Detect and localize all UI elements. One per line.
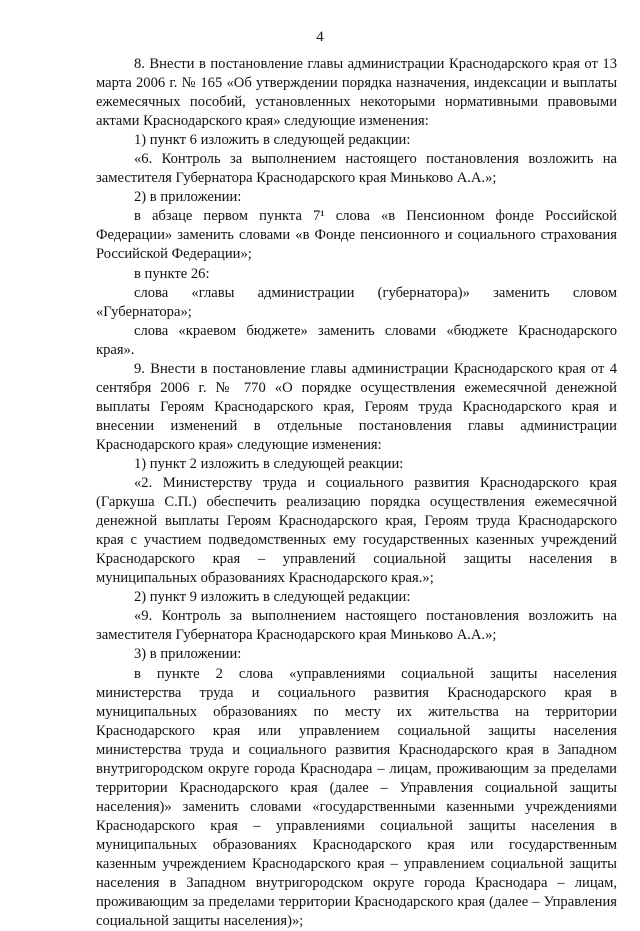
paragraph: в пункте 2 слова «управлениями социальной защиты населения министерства труда и социального развития Краснодарского края в муниципальных образованиях по месту их жительства на территории Краснодарского края или управлением социальной защиты населения министерства труда и социального развития Краснодарского края в Западном внутригородском округе города Краснодара – лицам, проживающим за пределами территории Краснодарского края (далее – Управления социальной защиты населения)» заменить словами «государственными казенными учреждениями Краснодарского края – управлениями социальной защиты населения в муниципальных образованиях Краснодарского края или государственным казенным учреждением Краснодарского края – управлением социальной защиты населения в Западном внутригородском округе города Краснодара – лицам, проживающим за пределами территории Краснодарского края (далее – Управления социальной защиты населения)»;: [96, 665, 617, 931]
paragraph: слова «главы администрации (губернатора)» заменить словом «Губернатора»;: [96, 284, 617, 322]
paragraph: 9. Внести в постановление главы администрации Краснодарского края от 4 сентября 2006 г. № 770 «О порядке осуществления ежемесячной денежной выплаты Героям Краснодарского края, Героям труда Краснодарского края и внесении изменений в отдельные постановления главы администрации Краснодарского края» следующие изменения:: [96, 360, 617, 455]
paragraph: 2) пункт 9 изложить в следующей редакции:: [96, 588, 617, 607]
paragraph: слова «краевом бюджете» заменить словами «бюджете Краснодарского края».: [96, 322, 617, 360]
page-number: 4: [0, 29, 640, 46]
paragraph: «9. Контроль за выполнением настоящего постановления возложить на заместителя Губернатора Краснодарского края Миньково А.А.»;: [96, 607, 617, 645]
paragraph: в абзаце первом пункта 7¹ слова «в Пенсионном фонде Российской Федерации» заменить словами «в Фонде пенсионного и социального страхования Российской Федерации»;: [96, 207, 617, 264]
paragraph: «6. Контроль за выполнением настоящего постановления возложить на заместителя Губернатора Краснодарского края Миньково А.А.»;: [96, 150, 617, 188]
paragraph: 1) пункт 2 изложить в следующей реакции:: [96, 455, 617, 474]
document-body: [96, 55, 617, 931]
paragraph: в пункте 26:: [96, 265, 617, 284]
paragraph: «2. Министерству труда и социального развития Краснодарского края (Гаркуша С.П.) обеспечить реализацию порядка осуществления ежемесячной денежной выплаты Героям Краснодарского края, Героям труда Краснодарского края с участием подведомственных ему государственных казенных учреждений Краснодарского края – управлений социальной защиты населения в муниципальных образованиях Краснодарского края.»;: [96, 474, 617, 588]
paragraph: 2) в приложении:: [96, 188, 617, 207]
paragraph: 8. Внести в постановление главы администрации Краснодарского края от 13 марта 2006 г. № 165 «Об утверждении порядка назначения, индексации и выплаты ежемесячных пособий, установленных некоторыми нормативными правовыми актами Краснодарского края» следующие изменения:: [96, 55, 617, 131]
paragraph: 1) пункт 6 изложить в следующей редакции:: [96, 131, 617, 150]
paragraph: 3) в приложении:: [96, 645, 617, 664]
